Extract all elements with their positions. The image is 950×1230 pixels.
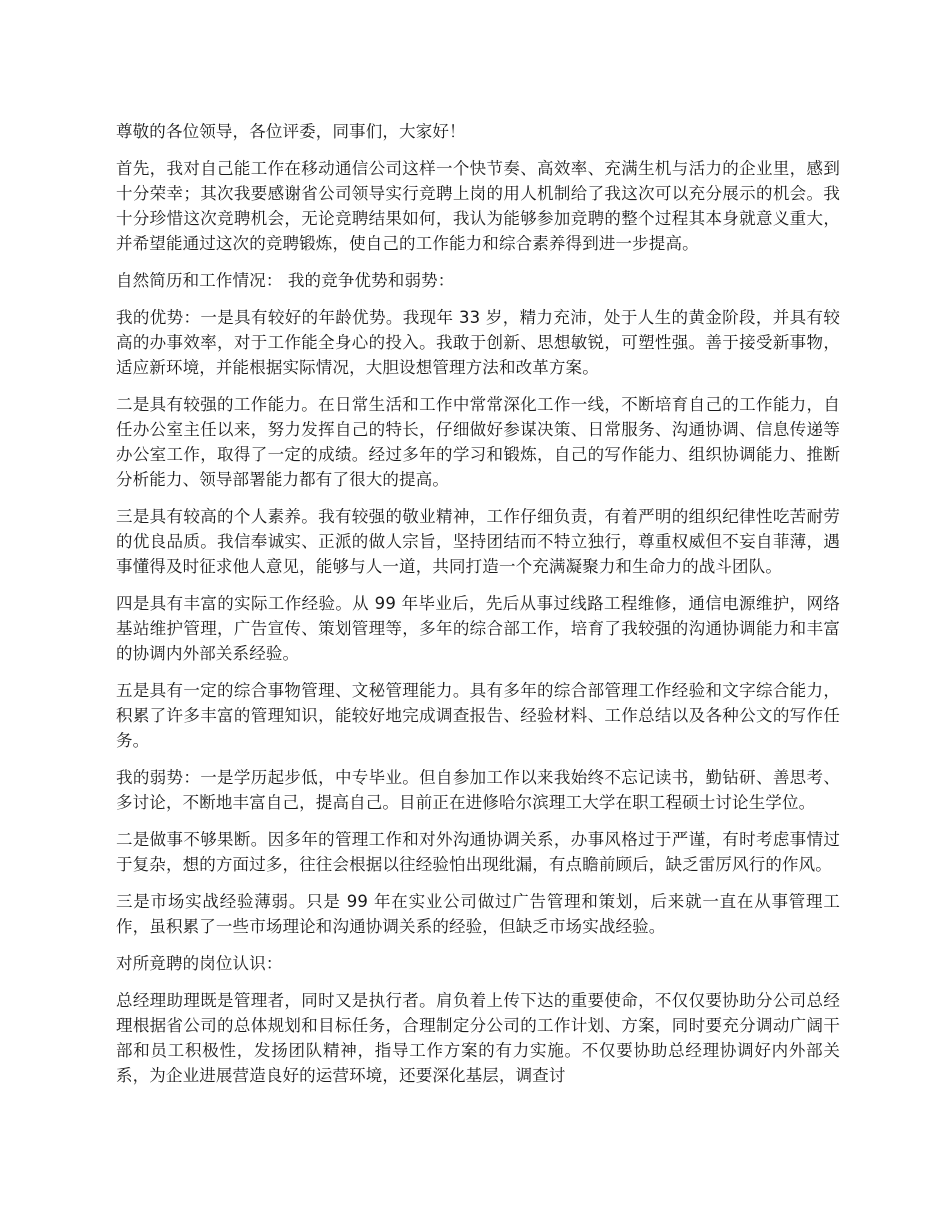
strength-paragraph-1: 我的优势：一是具有较好的年龄优势。我现年 33 岁，精力充沛，处于人生的黄金阶段，并具有较高的办事效率，对于工作能全身心的投入。我敢于创新、思想敏锐，可塑性强。善于接受新事物，适应新环境，并能根据实际情况，大胆设想管理方法和改革方案。 — [116, 308, 840, 377]
strength-paragraph-2: 二是具有较强的工作能力。在日常生活和工作中常常深化工作一线，不断培育自己的工作能力，自任办公室主任以来，努力发挥自己的特长，仔细做好参谋决策、日常服务、沟通协调、信息传递等办公室工作，取得了一定的成绩。经过多年的学习和锻炼，自己的写作能力、组织协调能力、推断分析能力、领导部署能力都有了很大的提高。 — [116, 395, 840, 489]
strength-paragraph-4: 四是具有丰富的实际工作经验。从 99 年毕业后，先后从事过线路工程维修，通信电源维护，网络基站维护管理，广告宣传、策划管理等，多年的综合部工作，培育了我较强的沟通协调能力和丰富的协调内外部关系经验。 — [116, 594, 840, 663]
weakness-paragraph-3: 三是市场实战经验薄弱。只是 99 年在实业公司做过广告管理和策划，后来就一直在从事管理工作，虽积累了一些市场理论和沟通协调关系的经验，但缺乏市场实战经验。 — [116, 892, 840, 936]
weakness-paragraph-1: 我的弱势：一是学历起步低，中专毕业。但自参加工作以来我始终不忘记读书，勤钻研、善思考、多讨论，不断地丰富自己，提高自己。目前正在进修哈尔滨理工大学在职工程硕士讨论生学位。 — [116, 768, 840, 812]
greeting-paragraph: 尊敬的各位领导，各位评委，同事们，大家好！ — [116, 122, 466, 141]
strength-paragraph-3: 三是具有较高的个人素养。我有较强的敬业精神，工作仔细负责，有着严明的组织纪律性吃苦耐劳的优良品质。我信奉诚实、正派的做人宗旨，坚持团结而不特立独行，尊重权威但不妄自菲薄，遇事懂得及时征求他人意见，能够与人一道，共同打造一个充满凝聚力和生命力的战斗团队。 — [116, 507, 840, 576]
intro-paragraph: 首先，我对自己能工作在移动通信公司这样一个快节奏、高效率、充满生机与活力的企业里，感到十分荣幸；其次我要感谢省公司领导实行竞聘上岗的用人机制给了我这次可以充分展示的机会。我十分珍惜这次竞聘机会，无论竞聘结果如何，我认为能够参加竞聘的整个过程其本身就意义重大，并希望能通过这次的竞聘锻炼，使自己的工作能力和综合素养得到进一步提高。 — [116, 159, 840, 253]
position-paragraph: 总经理助理既是管理者，同时又是执行者。肩负着上传下达的重要使命，不仅仅要协助分公司总经理根据省公司的总体规划和目标任务，合理制定分公司的工作计划、方案，同时要充分调动广阔干部和员工积极性，发扬团队精神，指导工作方案的有力实施。不仅要协助总经理协调好内外部关系，为企业进展营造良好的运营环境，还要深化基层，调查讨 — [116, 991, 840, 1085]
section-heading-resume: 自然简历和工作情况： 我的竞争优势和弱势： — [116, 271, 455, 290]
weakness-paragraph-2: 二是做事不够果断。因多年的管理工作和对外沟通协调关系，办事风格过于严谨，有时考虑事情过于复杂，想的方面过多，往往会根据以往经验怕出现纰漏，有点瞻前顾后，缺乏雷厉风行的作风。 — [116, 830, 840, 874]
section-heading-position: 对所竟聘的岗位认识： — [116, 954, 283, 973]
strength-paragraph-5: 五是具有一定的综合事物管理、文秘管理能力。具有多年的综合部管理工作经验和文字综合能力，积累了许多丰富的管理知识，能较好地完成调查报告、经验材料、工作总结以及各种公文的写作任务。 — [116, 681, 840, 750]
document-page — [116, 119, 840, 1100]
